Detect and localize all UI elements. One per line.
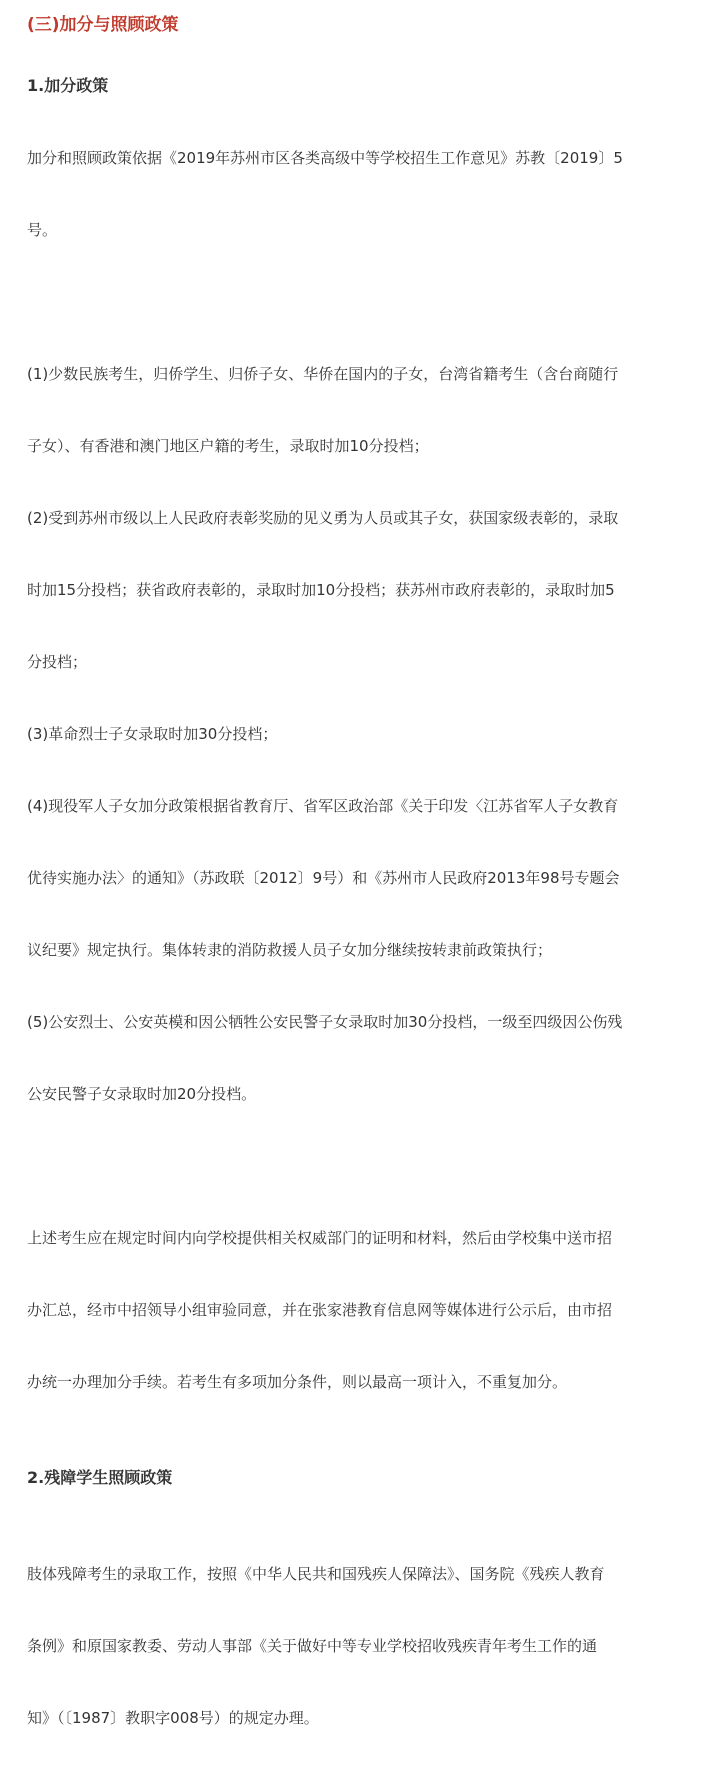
text-line: (2)受到苏州市级以上人民政府表彰奖励的见义勇为人员或其子女，获国家级表彰的，录取 [27, 509, 619, 527]
document [27, 12, 707, 1778]
text-line: 办统一办理加分手续。若考生有多项加分条件，则以最高一项计入，不重复加分。 [27, 1373, 568, 1391]
bonus-policy-intro [27, 98, 707, 290]
text-line: 号。 [27, 221, 58, 239]
spacer [27, 1154, 707, 1178]
text-line: 分投档； [27, 653, 88, 671]
bonus-policy-summary [27, 1178, 707, 1442]
bonus-policy-items [27, 314, 707, 1154]
text-line: 办汇总，经市中招领导小组审验同意，并在张家港教育信息网等媒体进行公示后，由市招 [27, 1301, 613, 1319]
text-line: 加分和照顾政策依据《2019年苏州市区各类高级中等学校招生工作意见》苏教〔2019〕5 [27, 149, 623, 167]
section-title: (三)加分与照顾政策 [27, 15, 179, 35]
disability-policy-body [27, 1514, 707, 1778]
text-line: 知》（〔1987〕教职字008号）的规定办理。 [27, 1709, 319, 1727]
spacer [27, 290, 707, 314]
spacer [27, 1490, 707, 1514]
spacer [27, 1442, 707, 1466]
text-line: 议纪要》规定执行。集体转隶的消防救援人员子女加分继续按转隶前政策执行； [27, 941, 553, 959]
text-line: (3)革命烈士子女录取时加30分投档； [27, 725, 278, 743]
text-line: (4)现役军人子女加分政策根据省教育厅、省军区政治部《关于印发〈江苏省军人子女教育 [27, 797, 619, 815]
text-line: 子女）、有香港和澳门地区户籍的考生，录取时加10分投档； [27, 437, 429, 455]
text-line: 公安民警子女录取时加20分投档。 [27, 1085, 257, 1103]
subsection-title-bonus-policy: 1.加分政策 [27, 76, 109, 95]
text-line: 上述考生应在规定时间内向学校提供相关权威部门的证明和材料，然后由学校集中送市招 [27, 1229, 613, 1247]
text-line: 条例》和原国家教委、劳动人事部《关于做好中等专业学校招收残疾青年考生工作的通 [27, 1637, 598, 1655]
text-line: 肢体残障考生的录取工作，按照《中华人民共和国残疾人保障法》、国务院《残疾人教育 [27, 1565, 605, 1583]
subsection-title-disability-policy: 2.残障学生照顾政策 [27, 1468, 173, 1487]
spacer [27, 38, 707, 74]
text-line: (5)公安烈士、公安英模和因公牺牲公安民警子女录取时加30分投档，一级至四级因公伤残 [27, 1013, 623, 1031]
text-line: 时加15分投档；获省政府表彰的，录取时加10分投档；获苏州市政府表彰的，录取时加5 [27, 581, 615, 599]
text-line: (1)少数民族考生，归侨学生、归侨子女、华侨在国内的子女，台湾省籍考生（含台商随行 [27, 365, 619, 383]
text-line: 优待实施办法〉的通知》（苏政联〔2012〕9号）和《苏州市人民政府2013年98号专题会 [27, 869, 620, 887]
